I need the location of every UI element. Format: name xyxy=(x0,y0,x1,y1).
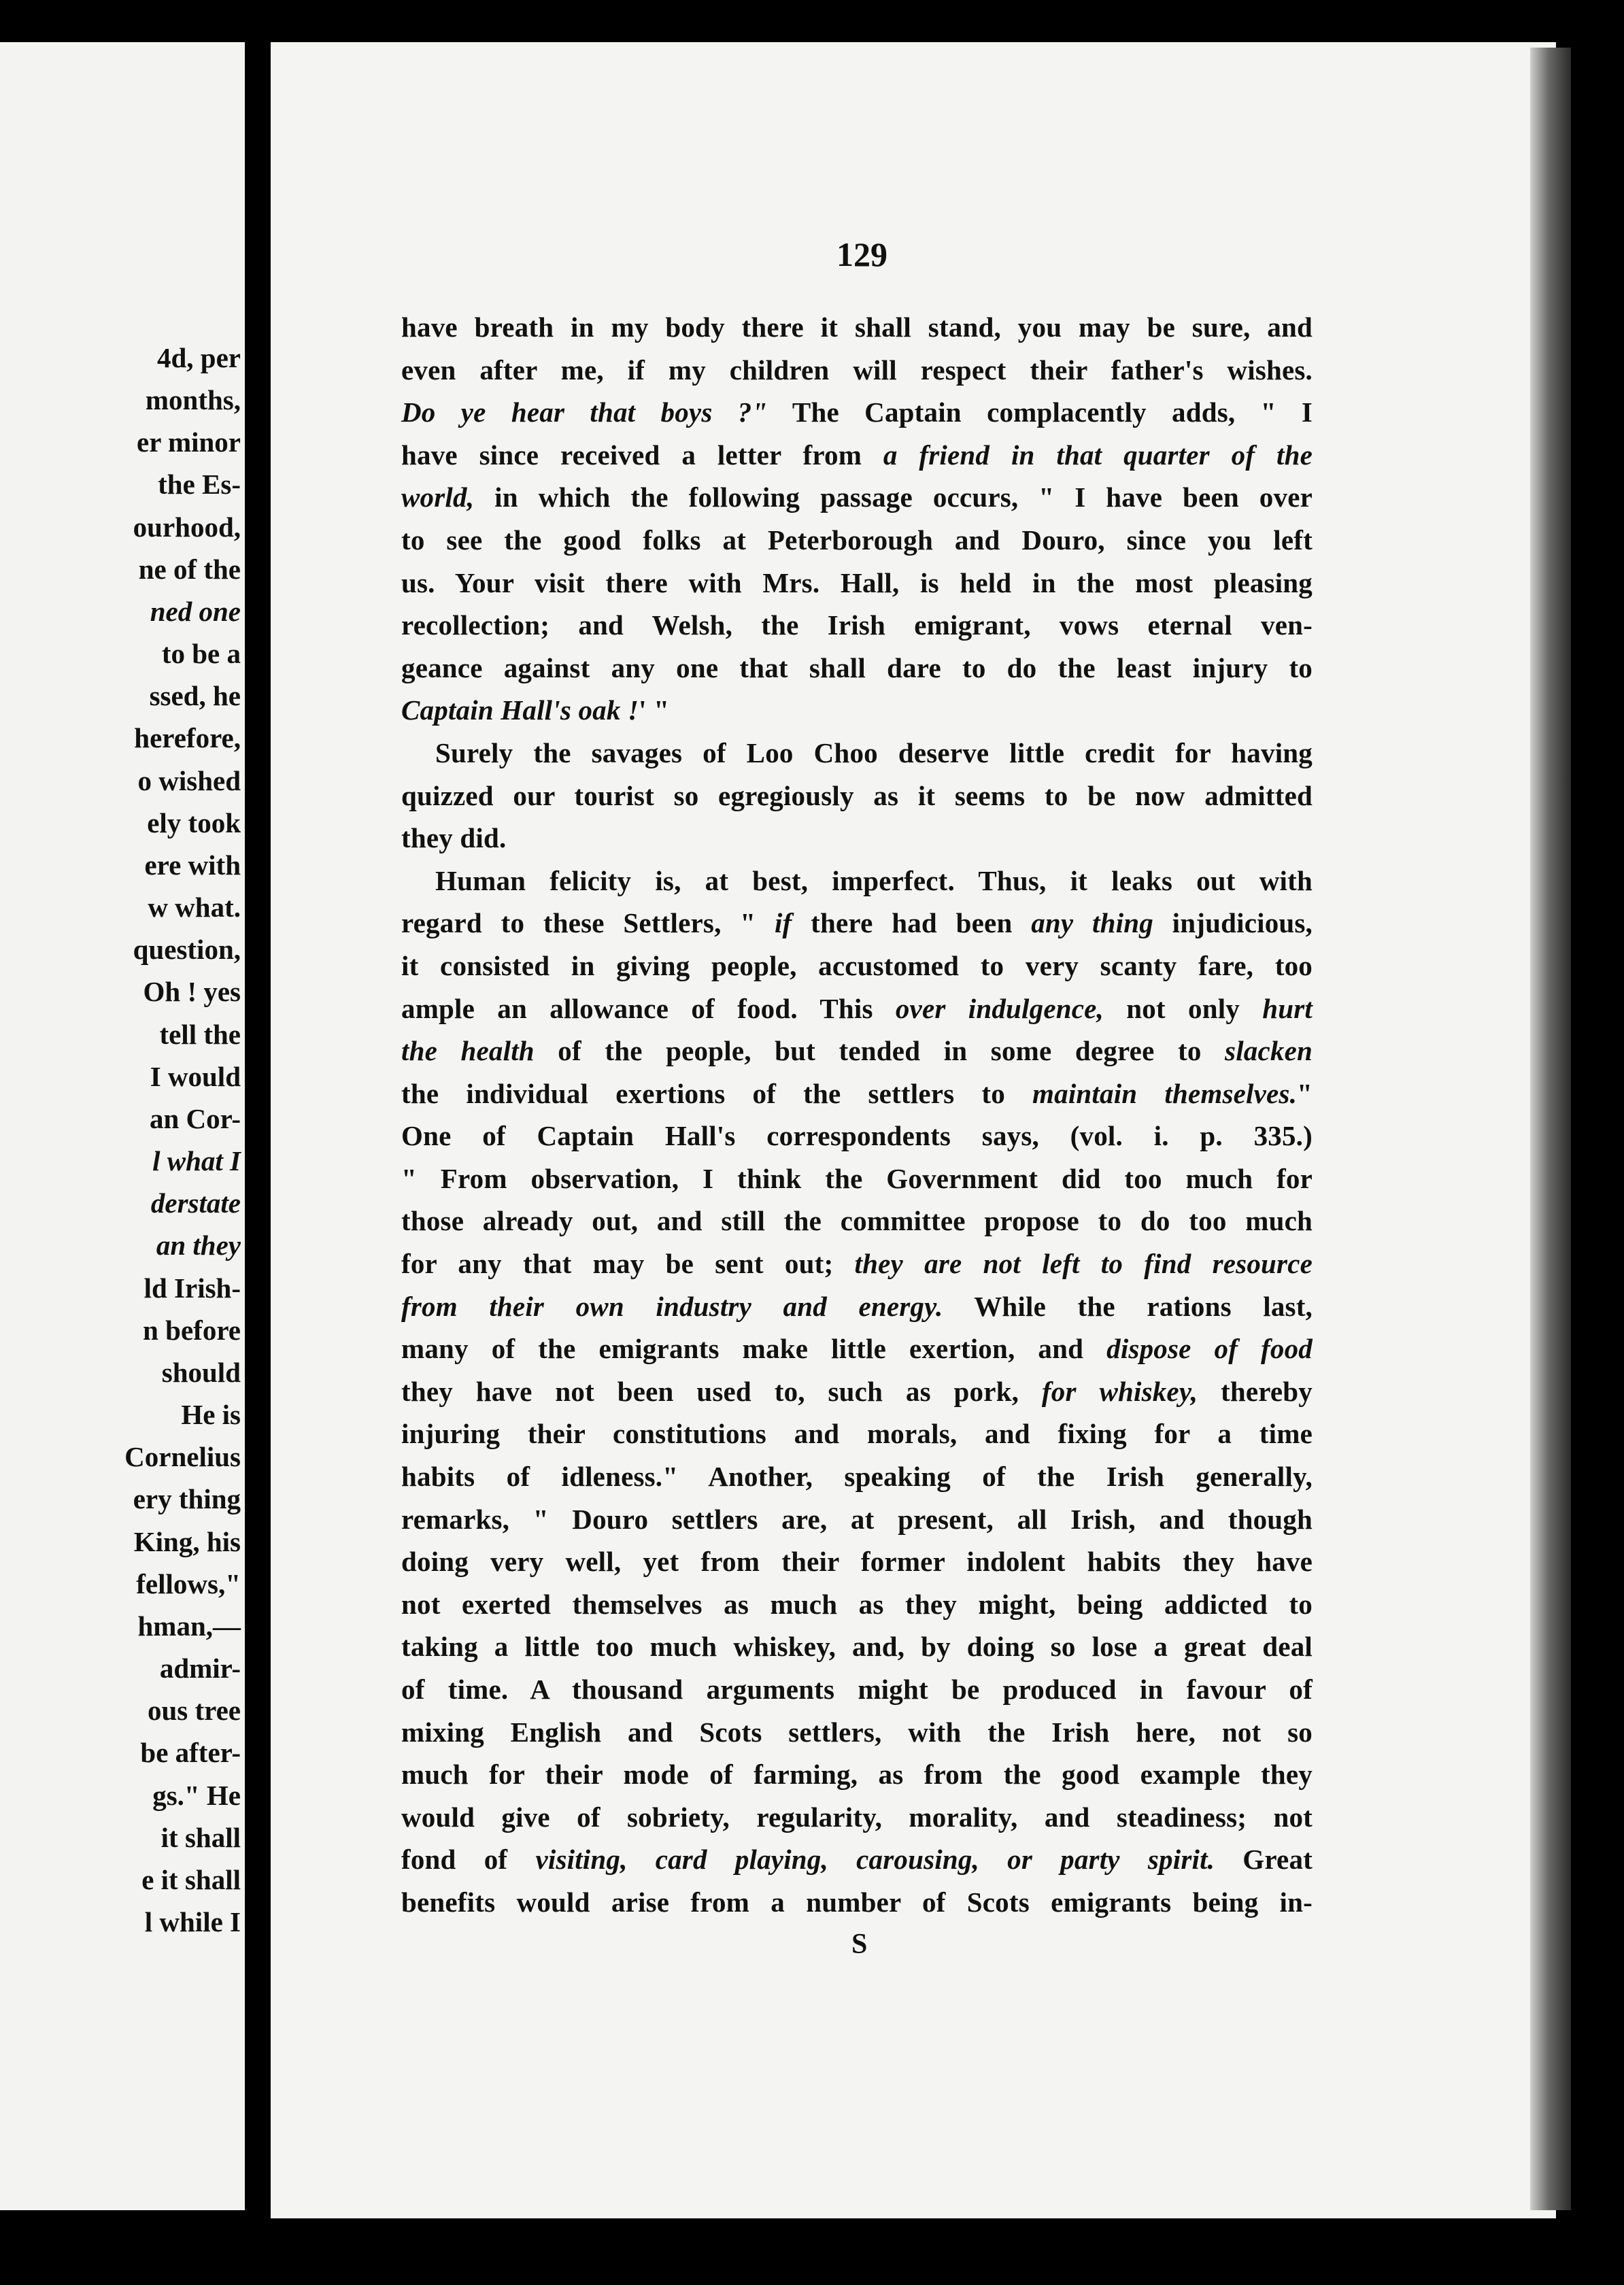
facing-page-line: o wished xyxy=(137,765,241,796)
facing-page-row xyxy=(0,722,241,764)
facing-page-line: admir- xyxy=(159,1653,241,1684)
text-run: regard to these Settlers, " xyxy=(401,907,775,939)
text-run: it consisted in giving people, accustomed to very scanty fare, too xyxy=(401,949,1313,981)
italic-run: dispose of food xyxy=(1106,1333,1313,1365)
italic-run: from their own industry and energy. xyxy=(401,1290,943,1322)
facing-page-line: 4d, per xyxy=(157,342,241,373)
text-run: the individual exertions of the settlers to xyxy=(401,1077,1033,1109)
facing-page-line: l what I xyxy=(152,1145,241,1177)
italic-run: any thing xyxy=(1031,907,1153,939)
text-line xyxy=(401,1285,1313,1328)
italic-run: maintain themselves. xyxy=(1032,1077,1298,1109)
facing-page-line: an they xyxy=(156,1230,241,1261)
facing-page-row xyxy=(0,1060,241,1102)
facing-page-row xyxy=(0,468,241,510)
text-run: geance against any one that shall dare to do the least injury to xyxy=(401,651,1313,683)
text-run: they did. xyxy=(401,822,507,854)
facing-page-line: should xyxy=(161,1357,241,1388)
text-line xyxy=(401,1753,1313,1796)
text-run: there had been xyxy=(792,907,1032,939)
facing-page-line: ld Irish- xyxy=(143,1272,241,1304)
text-run: those already out, and still the committee propose to do too much xyxy=(401,1205,1313,1237)
facing-page-row xyxy=(0,1483,241,1525)
text-run: One of Captain Hall's correspondents says, (vol. i. p. 335.) xyxy=(401,1120,1313,1152)
text-line xyxy=(401,434,1313,477)
text-run: of time. A thousand arguments might be produced in favour of xyxy=(401,1674,1313,1705)
facing-page-row xyxy=(0,341,241,384)
facing-page-row xyxy=(0,1525,241,1568)
text-line xyxy=(401,775,1313,817)
text-line xyxy=(401,349,1313,392)
text-run: " From observation, I think the Government did too much for xyxy=(401,1162,1313,1194)
facing-page-row xyxy=(0,426,241,468)
facing-page-line: hman,— xyxy=(137,1610,241,1642)
text-line xyxy=(401,1668,1313,1711)
facing-page-row xyxy=(0,1272,241,1314)
text-run: many of the emigrants make little exertion, and xyxy=(401,1333,1107,1365)
text-line xyxy=(401,1540,1313,1583)
facing-page-line: fellows," xyxy=(136,1568,241,1600)
facing-page-line: the Es- xyxy=(158,469,241,500)
facing-page-row xyxy=(0,933,241,975)
text-line xyxy=(401,1881,1313,1924)
text-line xyxy=(401,519,1313,562)
text-run: injudicious, xyxy=(1153,907,1313,939)
page-edge xyxy=(1530,48,1571,2210)
facing-page-row xyxy=(0,511,241,553)
facing-page-row xyxy=(0,1652,241,1694)
text-run: not only xyxy=(1103,992,1263,1024)
facing-page-line: ourhood, xyxy=(133,511,241,543)
facing-page-row xyxy=(0,764,241,807)
text-run: taking a little too much whiskey, and, by doing so lose a great deal xyxy=(401,1631,1313,1663)
text-run: even after me, if my children will respect their father's wishes. xyxy=(401,354,1313,386)
text-run: ample an allowance of food. This xyxy=(401,992,896,1024)
text-line xyxy=(401,902,1313,945)
facing-page-line: Cornelius xyxy=(124,1441,241,1472)
italic-run: over indulgence, xyxy=(895,992,1104,1024)
text-run: Great xyxy=(1215,1844,1313,1876)
facing-page-row xyxy=(0,1356,241,1398)
body-text xyxy=(401,306,1313,1924)
facing-page-line: King, his xyxy=(133,1526,241,1557)
facing-page-line: ery thing xyxy=(133,1483,241,1514)
facing-page-line: Oh ! yes xyxy=(143,976,241,1007)
facing-page-line: months, xyxy=(145,384,241,416)
text-run: ' " xyxy=(639,694,670,726)
text-line xyxy=(401,1412,1313,1455)
facing-page-row xyxy=(0,1610,241,1652)
text-run: habits of idleness." Another, speaking of the Irish generally, xyxy=(401,1461,1313,1493)
book-gutter xyxy=(245,0,272,2285)
text-line xyxy=(401,1370,1313,1413)
text-run: would give of sobriety, regularity, morality, and steadiness; not xyxy=(401,1801,1313,1833)
facing-page-line: ne of the xyxy=(138,554,241,585)
text-run: quizzed our tourist so egregiously as it seems to be now admitted xyxy=(401,779,1313,811)
facing-page-line: ned one xyxy=(150,596,241,627)
facing-page-row xyxy=(0,637,241,679)
facing-page-row xyxy=(0,553,241,595)
facing-page-row xyxy=(0,595,241,637)
text-line xyxy=(401,306,1313,349)
facing-page-line: derstate xyxy=(150,1187,241,1219)
text-line xyxy=(401,860,1313,902)
facing-page-row xyxy=(0,1694,241,1736)
italic-run: Captain Hall's oak ! xyxy=(401,694,639,726)
text-line xyxy=(401,1327,1313,1370)
text-run: doing very well, yet from their former indolent habits they have xyxy=(401,1546,1313,1578)
facing-page-line: it shall xyxy=(160,1822,241,1853)
italic-run: hurt xyxy=(1262,992,1313,1024)
text-run: Human felicity is, at best, imperfect. Thus, it leaks out with xyxy=(435,864,1313,896)
facing-page-line: gs." He xyxy=(152,1780,241,1811)
text-run: The Captain complacently adds, " I xyxy=(767,396,1313,428)
text-run: injuring their constitutions and morals, and fixing for a time xyxy=(401,1418,1313,1450)
text-run: While the rations last, xyxy=(943,1290,1313,1322)
text-line xyxy=(401,1072,1313,1115)
text-run: fond of xyxy=(401,1844,536,1876)
italic-run: the health xyxy=(401,1035,535,1067)
facing-page-row xyxy=(0,1229,241,1271)
text-run: in which the following passage occurs, " I have been over xyxy=(474,481,1313,513)
text-line xyxy=(401,1583,1313,1626)
facing-page-line: I would xyxy=(150,1061,241,1092)
text-line xyxy=(401,1115,1313,1157)
facing-page-row xyxy=(0,1440,241,1483)
text-run: to see the good folks at Peterborough and Douro, since you left xyxy=(401,524,1313,556)
text-run: not exerted themselves as much as they might, being addicted to xyxy=(401,1588,1313,1620)
facing-page-row xyxy=(0,1102,241,1145)
text-run: benefits would arise from a number of Scots emigrants being in- xyxy=(401,1886,1313,1918)
facing-page-row xyxy=(0,1145,241,1187)
facing-page-row xyxy=(0,1398,241,1440)
facing-page-line: w what. xyxy=(148,892,241,923)
italic-run: visiting, card playing, carousing, or party spirit. xyxy=(535,1844,1215,1876)
text-run: Surely the savages of Loo Choo deserve little credit for having xyxy=(435,737,1313,768)
facing-page-line: ely took xyxy=(147,807,241,839)
text-run: of the people, but tended in some degree to xyxy=(534,1035,1225,1067)
text-line xyxy=(401,1838,1313,1881)
text-line xyxy=(401,1625,1313,1668)
facing-page-row xyxy=(0,1863,241,1906)
facing-page-row xyxy=(0,1779,241,1821)
facing-page-row xyxy=(0,1568,241,1610)
facing-page-row xyxy=(0,975,241,1017)
text-line xyxy=(401,817,1313,860)
text-run: mixing English and Scots settlers, with the Irish here, not so xyxy=(401,1716,1313,1748)
italic-run: world, xyxy=(401,481,475,513)
text-line xyxy=(401,1157,1313,1200)
facing-page-line: be after- xyxy=(140,1737,241,1768)
text-run: remarks, " Douro settlers are, at present, all Irish, and though xyxy=(401,1503,1313,1535)
facing-page-row xyxy=(0,1018,241,1060)
italic-run: they are not left to find resource xyxy=(854,1248,1313,1280)
facing-page-row xyxy=(0,679,241,722)
facing-page-line: question, xyxy=(133,934,241,965)
facing-page-row xyxy=(0,1314,241,1356)
facing-page-row xyxy=(0,1187,241,1229)
text-line xyxy=(401,987,1313,1030)
facing-page-row xyxy=(0,807,241,849)
facing-page-line: to be a xyxy=(161,638,241,669)
text-run: recollection; and Welsh, the Irish emigrant, vows eternal ven- xyxy=(401,609,1313,641)
facing-page-row xyxy=(0,849,241,891)
facing-page-line: ssed, he xyxy=(149,680,241,711)
text-line xyxy=(401,391,1313,434)
text-line xyxy=(401,1498,1313,1541)
italic-run: a friend in that quarter of the xyxy=(883,439,1313,471)
text-line xyxy=(401,604,1313,647)
facing-page-line: er minor xyxy=(137,426,241,458)
facing-page-line: l while I xyxy=(144,1906,241,1937)
facing-page-line: He is xyxy=(181,1399,241,1430)
text-run: have breath in my body there it shall stand, you may be sure, and xyxy=(401,311,1313,343)
facing-page-line: e it shall xyxy=(141,1864,241,1895)
facing-page-row xyxy=(0,1821,241,1863)
page-number: 129 xyxy=(836,235,887,273)
facing-page-fragment xyxy=(0,42,245,2210)
text-line xyxy=(401,1711,1313,1754)
text-line xyxy=(401,562,1313,605)
text-line xyxy=(401,945,1313,987)
text-line xyxy=(401,1455,1313,1498)
facing-page-row xyxy=(0,384,241,426)
facing-page-line: ere with xyxy=(144,849,241,881)
facing-page-line: an Cor- xyxy=(150,1103,241,1134)
text-run: " xyxy=(1297,1077,1313,1109)
italic-run: for whiskey, xyxy=(1041,1375,1198,1407)
text-line xyxy=(401,476,1313,519)
signature-mark: S xyxy=(851,1929,868,1960)
facing-page-row xyxy=(0,1906,241,1948)
facing-page-row xyxy=(0,1736,241,1778)
text-run: have since received a letter from xyxy=(401,439,883,471)
facing-page-line: ous tree xyxy=(147,1695,241,1726)
text-line xyxy=(401,732,1313,775)
italic-run: Do ye hear that boys ?" xyxy=(401,396,768,428)
facing-page-line: tell the xyxy=(159,1019,241,1050)
facing-page-line: n before xyxy=(143,1315,241,1346)
italic-run: if xyxy=(774,907,792,939)
text-line xyxy=(401,647,1313,690)
text-line xyxy=(401,1796,1313,1839)
italic-run: slacken xyxy=(1225,1035,1313,1067)
text-line xyxy=(401,689,1313,732)
text-run: they have not been used to, such as pork, xyxy=(401,1375,1042,1407)
text-run: thereby xyxy=(1198,1375,1313,1407)
facing-page-line: herefore, xyxy=(134,722,241,754)
text-line xyxy=(401,1030,1313,1072)
text-run: much for their mode of farming, as from the good example they xyxy=(401,1759,1313,1791)
text-line xyxy=(401,1200,1313,1242)
facing-page-row xyxy=(0,891,241,933)
text-line xyxy=(401,1242,1313,1285)
text-run: us. Your visit there with Mrs. Hall, is held in the most pleasing xyxy=(401,566,1313,598)
text-run: for any that may be sent out; xyxy=(401,1248,855,1280)
